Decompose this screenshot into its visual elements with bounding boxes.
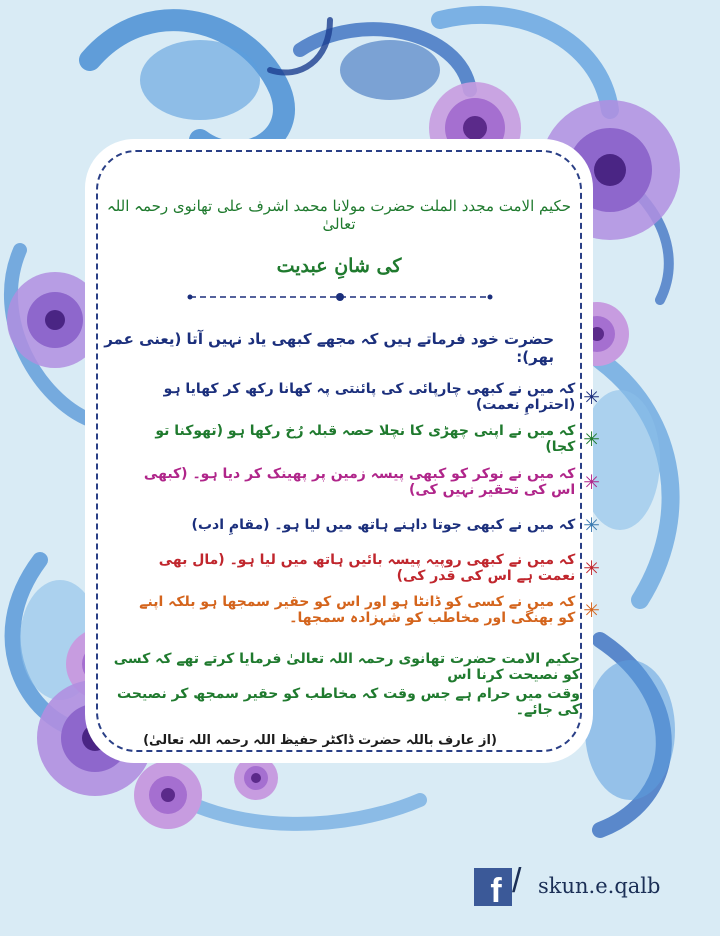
star-icon: ✳	[583, 385, 600, 409]
list-item-text: کہ میں نے کبھی چارپائی کی پائنتی پہ کھانا رکھ کر کھایا ہو (احترامِ نعمت)	[163, 381, 576, 413]
list-item	[130, 594, 600, 626]
star-icon: ✳	[583, 598, 600, 622]
list-item	[192, 513, 600, 537]
list-item	[130, 552, 600, 584]
list-item	[130, 423, 600, 455]
note-line2: وقت میں حرام ہے جس وقت کہ مخاطب کو حقیر سمجھ کر نصیحت کی جائے۔	[117, 686, 580, 718]
intro-text: حضرت خود فرماتے ہیں کہ مجھے کبھی یاد نہیں آتا (یعنی عمر بھر):	[104, 330, 554, 366]
header-title-line1: حکیم الامت مجدد الملت حضرت مولانا محمد اشرف علی تھانوی رحمہ اللہ تعالیٰ	[106, 197, 572, 233]
star-icon: ✳	[583, 513, 600, 537]
list-item	[130, 466, 600, 498]
list-item-text: کہ میں نے نوکر کو کبھی پیسہ زمین پر پھینک کر دیا ہو۔ (کبھی اس کی تحقیر نہیں کی)	[143, 466, 576, 498]
footer-slash: /	[512, 862, 522, 900]
list-item-text: کہ میں نے اپنی چھڑی کا نچلا حصہ قبلہ رُخ رکھا ہو (تھوکنا تو کجا)	[155, 423, 576, 455]
list-item	[130, 381, 600, 413]
list-item-text: کہ میں نے کبھی روپیہ پیسہ بائیں ہاتھ میں لیا ہو۔ (مال بھی نعمت ہے اس کی قدر کی)	[158, 552, 576, 584]
note-line1: حکیم الامت حضرت تھانوی رحمہ اللہ تعالیٰ فرمایا کرتے تھے کہ کسی کو نصیحت کرنا اس	[113, 651, 580, 683]
credit-line: (از عارف باللہ حضرت ڈاکٹر حفیظ اللہ رحمہ اللہ تعالیٰ)	[143, 733, 497, 748]
list-item-text: کہ میں نے کسی کو ڈانٹا ہو اور اس کو حقیر سمجھا ہو بلکہ اپنے کو بھنگی اور مخاطب کو شہزادہ سمجھا۔	[139, 594, 576, 626]
star-icon: ✳	[583, 470, 600, 494]
list-item-text: کہ میں نے کبھی جوتا داہنے ہاتھ میں لیا ہو۔ (مقامِ ادب)	[191, 517, 576, 533]
ornamental-divider	[180, 290, 500, 304]
star-icon: ✳	[583, 556, 600, 580]
header-title-line2: کی شانِ عبدیت	[276, 255, 402, 277]
star-icon: ✳	[583, 427, 600, 451]
facebook-handle[interactable]: skun.e.qalb	[538, 874, 661, 898]
facebook-icon[interactable]: f	[474, 868, 512, 906]
